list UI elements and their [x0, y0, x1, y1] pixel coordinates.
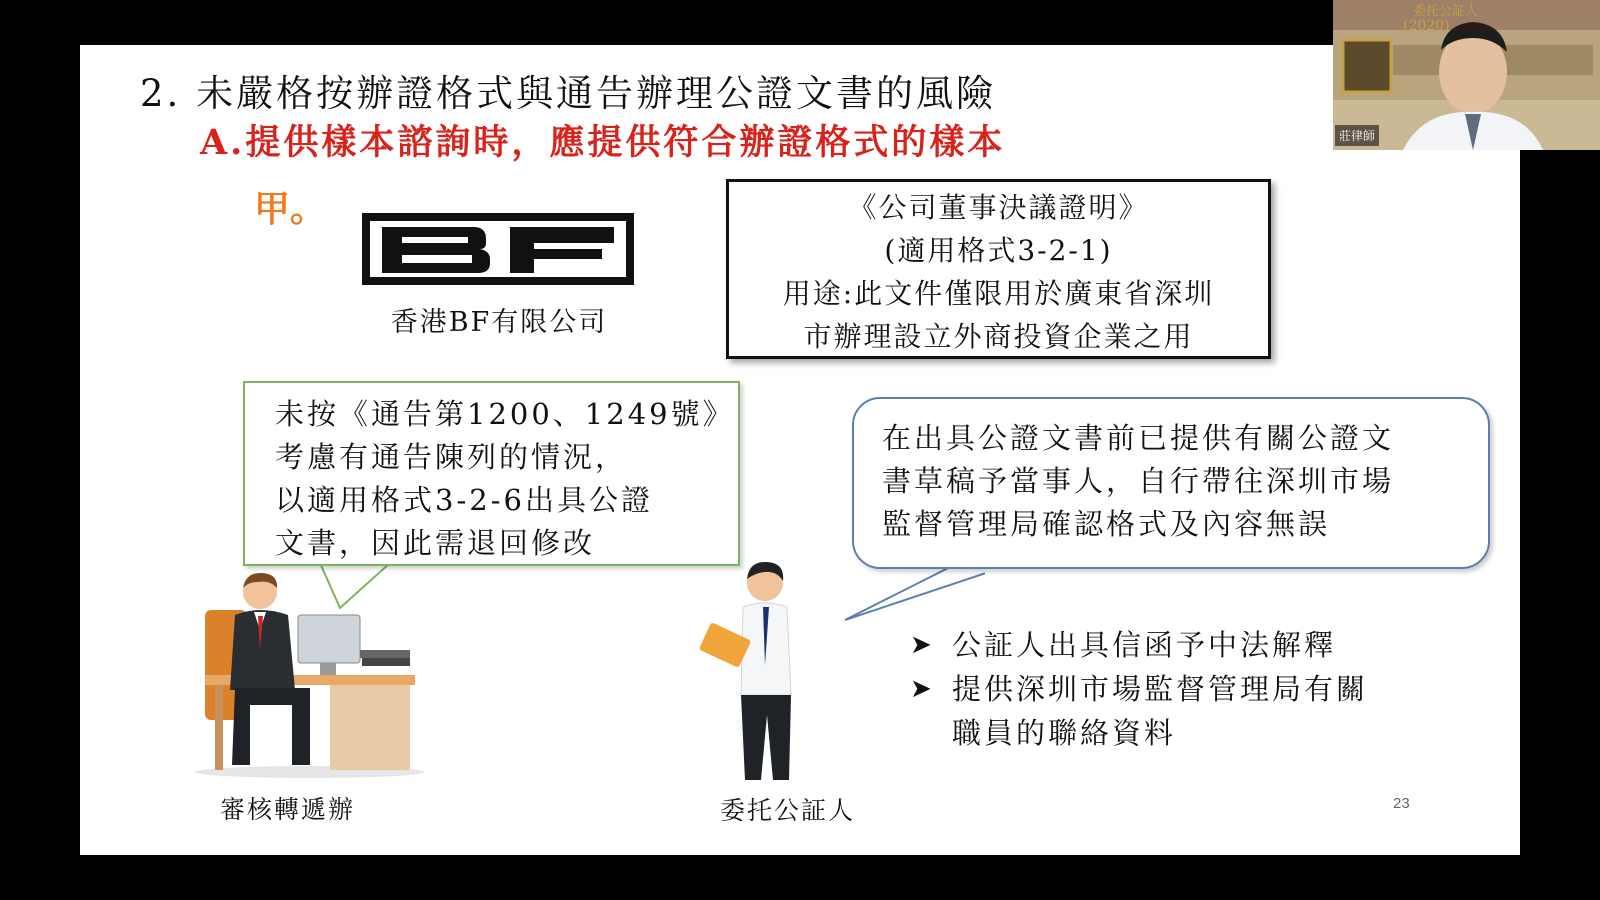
bullet-item: [910, 623, 1368, 667]
bullet-item: [910, 667, 1368, 711]
page-number: 23: [1393, 795, 1410, 812]
notary-illustration: [695, 555, 815, 787]
cert-line-3: 用途:此文件僅限用於廣東省深圳: [782, 277, 1215, 310]
video-banner-text: 委托公証人: [1413, 4, 1479, 19]
certificate-box: [726, 179, 1271, 359]
arrow-bullet-icon: ➤: [910, 674, 935, 704]
left-callout-line-4: 文書，因此需退回修改: [275, 526, 596, 560]
example-label: 甲。: [254, 188, 327, 230]
bullet-text-continued: 職員的聯絡資料: [952, 716, 1177, 750]
slide-subtitle: A.提供樣本諮詢時，應提供符合辦證格式的樣本: [200, 122, 1006, 163]
right-callout-line-3: 監督管理局確認格式及內容無誤: [882, 507, 1331, 541]
arrow-bullet-icon: ➤: [910, 630, 935, 660]
slide-title: 2. 未嚴格按辦證格式與通告辦理公證文書的風險: [140, 72, 997, 115]
right-callout-line-2: 書草稿予當事人，自行帶往深圳市場: [882, 464, 1395, 498]
bullet-text: 公証人出具信函予中法解釋: [952, 628, 1337, 662]
participant-video-tile[interactable]: [1333, 0, 1600, 150]
company-name: 香港BF有限公司: [390, 307, 608, 338]
cert-line-4: 市辦理設立外商投資企業之用: [803, 320, 1194, 353]
cert-line-1: 《公司董事決議證明》: [848, 191, 1149, 224]
right-callout-line-1: 在出具公證文書前已提供有關公證文: [882, 421, 1395, 455]
participant-name: 莊律師: [1335, 125, 1379, 146]
right-speech-callout: [852, 397, 1490, 569]
person-left-label: 審核轉遞辦: [220, 795, 356, 824]
cert-line-2: (適用格式3-2-1): [884, 234, 1113, 267]
video-banner-year: (2020): [1403, 18, 1450, 34]
office-worker-illustration: [190, 570, 430, 780]
bf-logo: [362, 213, 634, 285]
left-callout-line-1: 未按《通告第1200、1249號》: [275, 397, 735, 431]
bullet-list: [910, 623, 1368, 755]
left-speech-callout: [243, 381, 740, 566]
left-callout-line-2: 考慮有通告陳列的情況，: [275, 440, 628, 474]
bullet-text: 提供深圳市場監督管理局有關: [952, 672, 1369, 706]
person-right-label: 委托公証人: [720, 796, 856, 825]
left-callout-line-3: 以適用格式3-2-6出具公證: [275, 483, 653, 517]
presentation-slide: [80, 45, 1520, 855]
